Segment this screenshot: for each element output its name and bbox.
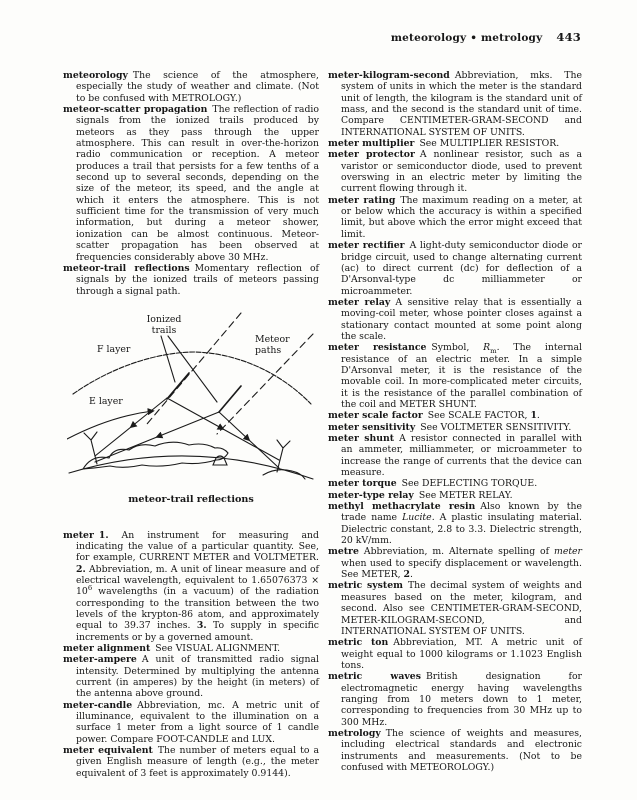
entry-term: metric system	[328, 580, 403, 592]
entry-definition: The science of weights and measures, including electrical standards and electronic instruments and measurements. (Not to be confused with METEOROLOGY.)	[341, 727, 582, 773]
f-layer-label: F layer	[97, 343, 131, 355]
right-column	[328, 70, 582, 773]
ionized-trail-2	[219, 386, 241, 412]
dictionary-entry	[328, 70, 582, 138]
earth-surface	[69, 456, 313, 479]
entry-term: meter relay	[328, 296, 391, 308]
dictionary-entry	[328, 501, 582, 546]
entry-term: meter multiplier	[328, 138, 415, 150]
coastline	[83, 442, 228, 469]
entry-definition: The decimal system of weights and measures based on the meter, kilogram, and second. Also see CENTIMETER-GRAM-SECOND, METER-KILOGRAM-SECOND, and INTERNATIONAL SYSTEM OF UNITS.	[341, 580, 582, 637]
entry-term: meteor-scatter propagation	[63, 104, 208, 116]
entry-term: metrology	[328, 727, 381, 739]
meteor-paths-label-line1: Meteor	[255, 333, 290, 345]
dictionary-entry	[63, 104, 319, 263]
entry-definition: See VISUAL ALIGNMENT.	[155, 643, 281, 654]
entry-definition: Abbreviation, MT. A metric unit of weight equal to 1000 kilograms or 1.1023 English tons.	[341, 637, 582, 671]
dictionary-entry	[328, 195, 582, 240]
label-pointer-2	[168, 336, 217, 402]
entry-term: meter shunt	[328, 433, 395, 444]
entry-term: metre	[328, 546, 359, 558]
running-head	[391, 30, 581, 44]
dictionary-entry	[63, 263, 319, 297]
entry-term: meter resistance	[328, 342, 427, 354]
dictionary-entry	[328, 342, 582, 410]
dictionary-entry	[63, 654, 319, 699]
entry-definition: The reflection of radio signals from the ionized trails produced by meteors as they pass through the upper atmosphere. This can result in over-the-horizon radio communication or reception. A meteor produces a trail that persists for a few tenths of a second up to several seconds, depending on the size of the meteor, its speed, and the angle at which it enters the atmosphere. This is not sufficient time for the transmission of very much information, but during a meteor shower, ionization can be almost continuous. Meteor-scatter propagation has been observed at frequencies considerably above 30 MHz.	[76, 104, 319, 263]
entry-definition: A sensitive relay that is essentially a moving-coil meter, whose pointer closes against a stationary contact mounted at some point along the scale.	[341, 296, 582, 342]
entry-definition: The maximum reading on a meter, at or below which the accuracy is within a specified limit, but above which the error might exceed that limit.	[341, 194, 583, 240]
entry-definition: Abbreviation, mc. A metric unit of illuminance, equivalent to the illumination on a surface 1 meter from a light source of 1 candle power. Compare FOOT-CANDLE and LUX.	[76, 699, 319, 745]
entry-definition: A nonlinear resistor, such as a varistor or semiconductor diode, used to prevent overswing in an electric meter by limiting the current flowing through it.	[341, 149, 582, 195]
dictionary-entry	[328, 490, 582, 501]
entry-definition: See METER RELAY.	[418, 489, 513, 501]
entry-definition: A light-duty semiconductor diode or bridge circuit, used to change alternating current (ac) to direct current (dc) for deflection of a D'Arsonval-type dc milliammeter or microammeter.	[341, 240, 582, 297]
right-antenna-icon	[277, 440, 290, 472]
dictionary-entry	[63, 530, 319, 643]
dictionary-entry	[63, 745, 319, 779]
dictionary-entry	[328, 240, 582, 297]
ionized-trails-label-line1: Ionized	[146, 313, 182, 325]
entry-definition: Symbol, $R_m$. The internal resistance of an electric meter. In a simple D'Arsonval meter, it is the resistance of the movable coil. In more-complicated meter circuits, it is the resistance of the parallel combination of the coil and METER SHUNT.	[341, 342, 583, 410]
e-layer-arc	[67, 411, 153, 439]
entry-definition: Also known by the trade name Lucite. A plastic insulating material. Dielectric constant, 2.8 to 3.3. Dielectric strength, 20 kV/mm.	[341, 501, 583, 547]
dictionary-entry	[328, 297, 582, 342]
dictionary-entry	[328, 728, 582, 773]
e-layer-label: E layer	[89, 395, 123, 407]
entry-definition: Momentary reflection of signals by the ionized trails of meteors passing through a signal path.	[76, 262, 320, 297]
entry-definition: A resistor connected in parallel with an ammeter, milliammeter, or microammeter to increase the range of currents that the device can measure.	[341, 433, 582, 479]
left-antenna-icon	[84, 432, 97, 464]
dictionary-entry	[328, 410, 582, 421]
entry-term: methyl methacrylate resin	[328, 501, 476, 513]
right-column-entries	[328, 70, 582, 773]
entry-term: meter-type relay	[328, 489, 414, 501]
dictionary-entry	[328, 637, 582, 671]
figure-caption: meteor-trail reflections	[128, 494, 254, 506]
dictionary-entry	[328, 546, 582, 580]
meteor-trail-figure	[63, 312, 319, 506]
signal-path-right-2	[219, 412, 279, 468]
dictionary-entry	[63, 70, 319, 104]
entry-definition: Abbreviation, mks. The system of units in which the meter is the standard unit of length, the kilogram is the standard unit of mass, and the second is the standard unit of time. Compare CENTIMETER-GRAM-SECOND and INTERNATIONAL SYSTEM OF UNITS.	[341, 70, 582, 138]
meteor-paths-label-line2: paths	[255, 344, 282, 356]
running-head-title: meteorology • metrology	[390, 32, 543, 44]
left-column-entries-top	[63, 70, 319, 297]
entry-definition: British designation for electromagnetic energy having wavelengths ranging from 10 meters down to 1 meter, corresponding to frequencies from 30 MHz up to 300 MHz.	[341, 671, 582, 728]
dictionary-entry	[63, 643, 319, 654]
entry-term: meter alignment	[63, 643, 151, 654]
entry-term: meteorology	[63, 70, 128, 81]
entry-definition: See SCALE FACTOR, 1.	[427, 410, 540, 422]
dictionary-entry	[328, 580, 582, 637]
entry-term: meter rating	[328, 194, 396, 206]
entry-term: meter protector	[328, 149, 415, 161]
entry-definition: See DEFLECTING TORQUE.	[401, 478, 538, 490]
ionized-trails-label-line2: trails	[151, 324, 177, 336]
left-column-entries-bottom	[63, 530, 319, 780]
entry-term: meter equivalent	[63, 745, 153, 757]
entry-term: meter-candle	[63, 699, 133, 711]
entry-term: metric ton	[328, 637, 389, 649]
entry-definition: See VOLTMETER SENSITIVITY.	[420, 421, 572, 433]
entry-definition: See MULTIPLIER RESISTOR.	[419, 138, 560, 150]
entry-term: meter scale factor	[328, 410, 423, 422]
dictionary-entry	[328, 138, 582, 149]
dictionary-entry	[328, 149, 582, 194]
ionized-trail-1	[167, 373, 189, 399]
page-number: 443	[556, 30, 581, 44]
entry-definition: The science of the atmosphere, especially the study of weather and climate. (Not to be confused with METROLOGY.)	[76, 70, 319, 104]
meteor-trail-diagram	[67, 312, 315, 484]
dictionary-entry	[328, 422, 582, 433]
entry-definition: Abbreviation, m. Alternate spelling of meter when used to specify displacement or wavelength. See METER, 2.	[341, 546, 582, 581]
entry-term: meteor-trail reflections	[63, 262, 190, 274]
dictionary-entry	[328, 671, 582, 728]
entry-term: meter torque	[328, 478, 397, 490]
entry-term: meter sensitivity	[328, 421, 416, 433]
entry-definition: 1. An instrument for measuring and indicating the value of a particular quantity. See, for example, CURRENT METER and VOLTMETER. 2. Abbreviation, m. A unit of linear measure and of electrical wavelength, equivalent to $1.65076373 \times 10^6$ wavelengths (in a vacuum) of the radiation corresponding to the transition between the two levels of the krypton-86 atom, and approximately equal to 39.37 inches. 3. To supply in specific increments or by a governed amount.	[76, 529, 319, 643]
entry-term: meter rectifier	[328, 240, 405, 252]
entry-term: meter	[63, 529, 94, 541]
dictionary-entry	[63, 700, 319, 745]
entry-term: meter-ampere	[63, 654, 137, 666]
dictionary-entry	[328, 478, 582, 489]
dictionary-entry	[328, 433, 582, 478]
entry-term: meter-kilogram-second	[328, 70, 450, 81]
entry-term: metric waves	[328, 671, 421, 683]
left-column	[63, 70, 319, 779]
entry-definition: A unit of transmitted radio signal intensity. Determined by multiplying the antenna current (in amperes) by the height (in meters) of the antenna above ground.	[76, 654, 319, 700]
entry-definition: The number of meters equal to a given English measure of length (e.g., the meter equivalent of 3 feet is approximately 0.9144).	[76, 745, 319, 779]
